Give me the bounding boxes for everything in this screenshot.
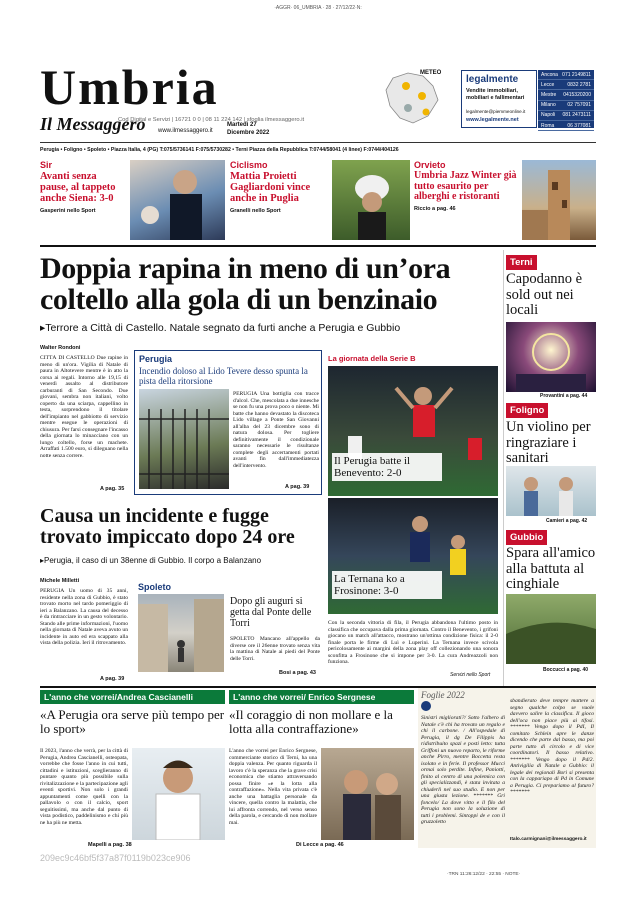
meteo-label: METEO [420,70,442,76]
col1-head[interactable]: «A Perugia ora serve più tempo per lo sport» [40,707,225,736]
ad-phone-row [538,101,594,111]
second-headline[interactable]: Causa un incidente e fugge trovato impiccato dopo 24 ore [40,505,295,548]
foligno-ref: Camieri a pag. 42 [546,518,588,524]
photo-spoleto-street [138,594,224,672]
teaser-ref: Gasperini nello Sport [40,208,96,214]
bottom-stamp: ·TRN 11:26:12/22 · 22:55 · NOTE· [447,872,521,877]
lead-headline[interactable]: Doppia rapina in meno di un’ora coltello alla gola di un benzinaio [40,252,451,316]
lead-body: CITTÀ DI CASTELLO Due rapine in meno di un'ora. Vigilia di Natale di paura in Altotevere mentre è in atto la corsa ai regali. Intorno alle 19,15 di venerdì assalto al distributore carburanti di San Secondo. Due giovani, sembra non italiani, volto coperto da una sciarpa, cappellino in testa, sorprendono il titolare dell'impianto nel gabbiotto di servizio mentre esegue le operazioni di chiusura. Per farsi consegnare l'incasso della giornata lo minacciano con un lungo coltello, forse un machete. Arraffati 1.500 euro, si dileguano nella notte senza correre. [40,355,128,459]
spoleto-box[interactable] [134,582,322,682]
col3-email[interactable]: Italo.carmignani@ilmessaggero.it [510,837,587,842]
gubbio-ref: Boccucci a pag. 40 [543,667,589,673]
address-bar: Perugia • Foligno • Spoleto • Piazza Italia, 4 (PG) T:075/5736141 F:075/5730282 • Terni Piazza della Repubblica T:0744/58041 (4 linee) F:0744/404126 [40,147,399,153]
lead-subhead-text: Terrore a Città di Castello. Natale segnato da furti anche a Perugia e Gubbio [45,322,401,334]
serieb-body: Con la seconda vittoria di fila, il Perugia abbandona l'ultimo posto in classifica che occupava dalla prima giornata. Contro il Benevento, i grifoni giocano un match all'attacco, mostrano un'ottima condizione fisica: il 2-0 finale porta le firme di Luì e Luperini. La Ternana invece scivola pericolosamente ai margini della zona play off collezionando una sonora sconfitta a Frosinone che si impone per 3-0. La cura Andreazzoli non funziona. [328,620,498,665]
ad-phone-city: Lecce [541,81,555,88]
ad-phone-list [538,70,594,128]
second-ref: A pag. 39 [100,676,125,682]
teaser-strip [40,160,596,240]
col1-body: Il 2023, l'anno che verrà, per la città di Perugia, Andrea Cascianelli, osteopata, vorrebbe che fosse l'anno in cui tutti, cittadini e istituzioni, sceglieranno di puntare quanto più possibile sulla rivitalizzazione e la partecipazione agli eventi sportivi. Non solo i grandi appuntamenti come quelli con la pallavolo o con il calcio, sport seguitissimi, ma anche dal punto di vista podistico, paddelinismo e chi più ne ha più ne metta. [40,748,128,826]
col2-ref: Di Lecce a pag. 46 [296,842,344,848]
ad-phone-city: Ancona [541,71,558,78]
newspaper-logo: Il Messaggero [40,114,146,134]
photo-violin [506,466,596,516]
ad-phone-city: Milano [541,102,556,109]
ad-phone-city: Mestre [541,91,557,98]
col1-label: L'anno che vorrei/Andrea Cascianelli [40,690,225,704]
ad-site: www.legalmente.net [466,117,519,123]
ad-phone-number: 071 2149811 [562,71,591,78]
col3-box [418,688,596,848]
teaser-kicker: Ciclismo [230,160,268,170]
ad-phone-row [538,111,594,121]
teaser-ref: Riccio a pag. 46 [414,205,456,212]
ad-email: legalmente@piemmeonline.it [466,109,526,114]
ad-phone-row [538,70,594,80]
ad-line-2: mobiliari e fallimentari [466,95,525,101]
photo-sergnese [321,748,414,840]
date-line-1: Martedì 27 [227,122,257,128]
lead-ref: A pag. 35 [100,486,125,492]
spoleto-kicker: Spoleto [138,582,171,592]
col3-emblem-icon [421,701,431,711]
photo-capodanno [506,322,596,392]
box-kicker: Perugia [139,354,173,364]
spoleto-ref: Bosi a pag. 43 [279,670,316,676]
date-line-2: Dicembre 2022 [227,130,270,136]
weather-map [378,68,453,128]
site-link[interactable]: www.ilmessaggero.it [158,128,213,134]
foligno-kicker: Foligno [506,403,548,418]
ad-phone-city: Napoli [541,112,556,119]
teaser-kicker: Sir [40,160,53,170]
teaser-ciclismo[interactable] [230,160,330,214]
legalmente-ad[interactable] [461,70,537,128]
lead-author: Walter Rondoni [40,345,81,351]
terni-head[interactable]: Capodanno è sold out nei locali [506,271,583,318]
ad-phone-number: 081 2473111 [562,112,591,119]
perugia-fire-box[interactable] [134,350,322,495]
masthead-title: Umbria [40,59,219,115]
teaser-head: Avanti senza pause, al tappeto anche Siena: 3-0 [40,171,116,204]
box-ref: A pag. 39 [285,484,310,490]
ad-brand: legalmente [466,74,519,85]
lead-subhead: ▸Terrore a Città di Castello. Natale segnato da furti anche a Perugia e Gubbio [40,322,401,334]
spoleto-head: Dopo gli auguri si getta dal Ponte delle Torri [230,596,312,629]
photo-lido-gate [139,389,229,489]
terni-ref: Provantini a pag. 44 [540,393,588,399]
col2-label: L'anno che vorrei/ Enrico Sergnese [229,690,414,704]
teaser-head: Umbria Jazz Winter già tutto esaurito per alberghi e ristoranti [414,170,517,202]
col3-text-right: sbandierato deve tempre mattere a segno qualche colpo se vuole davvero salire la classifica. Il gioco dell'oca non piace più ai tifosi. ******* Vengo dopo il PdI, Il comitato Schlein apre le danze dicendo che parte dal basso, ma poi parte tutto di circolo e di vice coordinatori. Il basso relativo. ******* Vengo dopo il Pd/2. Antivigilia di Natale a Gubbio: il legale dei regionali Bori si presenta con la cappariapo di Pd in Comune a Perugia. Ci prepariamo al futuro? ******* [510,698,594,795]
ternana-caption: La Ternana ko a Frosinone: 3-0 [332,571,442,599]
ad-phone-number: 0832 2781 [567,81,591,88]
spoleto-body: SPOLETO Mancano all'appello da diverse ore il 26enne trovato senza vita la mattina di Natale ai piedi del Ponte delle Torri. [230,636,320,662]
col2-body: L'anno che vorrei per Enrico Sergnese, commerciante storico di Terni, ha una doppia valenza. Per quanto riguarda il lavoro c'è la speranza che la grave crisi economica che stiamo attraversando possa finire «e la lotta alla contraffazione». Nella vita privata c'è anche una battaglia personale da vincere, quella contro la malattia, che lui affronta correndo, nel verso senso della parola, e cercando di non mollare mai. [229,748,317,826]
col2-head[interactable]: «Il coraggio di non mollare e la lotta alla contraffazione» [229,707,393,736]
photo-cyclist [332,160,410,240]
teaser-ref: Granelli nello Sport [230,208,281,214]
photo-volley-player [130,160,225,240]
photo-cascianelli [132,748,225,840]
gubbio-head[interactable]: Spara all'amico alla battuta al cinghiale [506,545,596,592]
second-subhead-text: Perugia, il caso di un 38enne di Gubbio. Il corpo a Balanzano [44,556,262,565]
ad-phone-row [538,90,594,100]
ad-phone-number: 06 377081 [567,122,591,129]
box-head: Incendio doloso al Lido Tevere desso spunta la pista della ritorsione [139,366,308,386]
gubbio-kicker: Gubbio [506,530,547,545]
photo-hunting [506,594,596,664]
ad-phone-number: 0415320200 [563,91,591,98]
ad-phone-city: Roma [541,122,555,129]
photo-orvieto-tower [522,160,596,240]
ad-phone-number: 02 757091 [567,102,591,109]
serieb-label: La giornata della Serie B [328,354,416,363]
teaser-kicker: Orvieto [414,160,446,170]
teaser-orvieto[interactable] [414,160,518,212]
terni-kicker: Terni [506,255,537,270]
second-body: PERUGIA Un uomo di 35 anni, residente nella zona di Gubbio, è stato trovato morto nel tardo pomeriggio di ieri a Balanzano. La causa del decesso è da rintracciare in un gesto volontario. Stando alle prime informazioni, l'uomo nella giornata di Natale aveva avuto un incidente in auto ed era scappato alla vista della polizia. Ieri il ritrovamento. [40,588,128,646]
ad-phone-row [538,121,594,131]
second-subhead: ▸Perugia, il caso di un 38enne di Gubbio. Il corpo a Balanzano [40,556,262,565]
teaser-sir[interactable] [40,160,126,214]
footer-hash: 209ec9c46bf5f37a87f0119b023ce906 [40,853,191,863]
box-body: PERUGIA Una bottiglia con tracce d'alcol. Che, mescolata a due innesche se non fu una prova poco o niente. Mi batte che hanno devastato la discoteca Lido village a Ponte San Giovanni all'alba del 23 dicembre sono di natura dolosa. Per togliere definitivamente il condizionale saranno necessarie le risultanze complete degli accertamenti portati avanti fin dall'immediatezza dell'intervento. [233,391,319,469]
perugia-caption: Il Perugia batte il Benevento: 2-0 [332,453,442,481]
serieb-ref: Servizi nello Sport [450,672,491,678]
top-tracking-line: ·AGGR· 06_UMBRIA · 28 · 27/12/22·N: [274,5,362,11]
second-author: Michele Milletti [40,578,80,584]
teaser-head: Mattia Proietti Gagliardoni vince anche in Puglia [230,171,311,204]
edition-info: Cod Digital e Servizi | 16721 0 0 | 08 11 224 142 | sfoglia ilmessaggero.it [118,117,305,123]
col3-text-left: Sinistri migliorati?/ Sotto l'albero di Natale c'è chi ha trovato un regalo e chi il carbone. / All'ospedale di Perugia, il dg De Filippis ha ridistribuito spazi e posti letto: tutta Griffoni un nuovo reparto, le riforme anche Pirro, mentre Boccetta resta isolato e in ferie. Il professor Mucci ormai solo perdite. Infine, Paniotti, finito al centro di una polemica con gli specializzandi, è stata invitata a chiuderli nel suo studio. E non per una giusta lezione. ******* Gri foncelo/ La dove vitto e il filo del Perugia non sono la soluzione di tutti i problemi. Sintoppi de e con il gruzzoletto [421,715,505,825]
ad-line-1: Vendite immobiliari, [466,88,518,94]
foligno-head[interactable]: Un violino per ringraziare i sanitari [506,419,591,466]
ad-phone-row [538,80,594,90]
col3-label: Foglie 2022 [421,690,465,700]
col1-ref: Mapelli a pag. 38 [88,842,132,848]
